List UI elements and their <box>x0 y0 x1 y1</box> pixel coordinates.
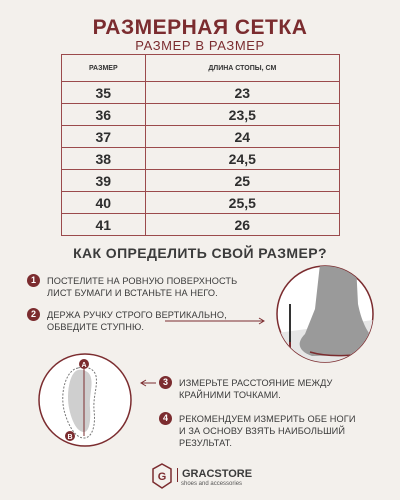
foot-length-cell: 25,5 <box>145 192 339 214</box>
step-4-text <box>179 413 356 449</box>
step-2-line-2: ОБВЕДИТЕ СТУПНЮ. <box>47 322 145 332</box>
size-cell: 40 <box>62 192 146 214</box>
step-1-line-1: ПОСТЕЛИТЕ НА РОВНУЮ ПОВЕРХНОСТЬ <box>47 276 238 286</box>
arrow-right-icon <box>163 315 273 327</box>
table-row <box>62 214 340 236</box>
table-row <box>62 192 340 214</box>
point-b-label: B <box>67 434 73 441</box>
step-number-2: 2 <box>27 308 40 321</box>
size-cell: 39 <box>62 170 146 192</box>
step-1-text <box>47 275 237 299</box>
foot-length-cell: 24,5 <box>145 148 339 170</box>
page-subtitle: РАЗМЕР В РАЗМЕР <box>135 38 265 53</box>
size-cell: 38 <box>62 148 146 170</box>
foot-length-cell: 24 <box>145 126 339 148</box>
size-cell: 35 <box>62 82 146 104</box>
table-row <box>62 82 340 104</box>
step-3-line-1: ИЗМЕРЬТЕ РАССТОЯНИЕ МЕЖДУ <box>179 378 333 388</box>
size-table <box>61 54 340 236</box>
arrow-left-icon <box>140 377 158 389</box>
table-row <box>62 170 340 192</box>
step-3-line-2: КРАЙНИМИ ТОЧКАМИ. <box>179 390 281 400</box>
step-3-text <box>179 377 333 401</box>
foot-outline-illustration <box>30 352 142 448</box>
step-4-line-2: И ЗА ОСНОВУ ВЗЯТЬ НАИБОЛЬШИЙ <box>179 426 346 436</box>
column-header-size: РАЗМЕР <box>62 55 146 82</box>
leg-tracing-illustration <box>270 264 380 364</box>
table-header-row <box>62 55 340 82</box>
brand-separator <box>177 468 178 482</box>
brand-name: GRACSTORE <box>182 468 253 480</box>
table-row <box>62 126 340 148</box>
size-cell: 37 <box>62 126 146 148</box>
size-cell: 41 <box>62 214 146 236</box>
step-number-4: 4 <box>159 412 172 425</box>
brand-emblem-letter: G <box>157 471 167 483</box>
brand-logo <box>151 462 271 494</box>
foot-length-cell: 25 <box>145 170 339 192</box>
step-2-line-1: ДЕРЖА РУЧКУ СТРОГО ВЕРТИКАЛЬНО, <box>47 310 227 320</box>
foot-length-cell: 26 <box>145 214 339 236</box>
size-cell: 36 <box>62 104 146 126</box>
foot-length-cell: 23 <box>145 82 339 104</box>
step-number-3: 3 <box>159 376 172 389</box>
table-row <box>62 104 340 126</box>
brand-emblem-icon <box>151 462 173 490</box>
how-to-heading: КАК ОПРЕДЕЛИТЬ СВОЙ РАЗМЕР? <box>73 245 327 261</box>
step-4-line-3: РЕЗУЛЬТАТ. <box>179 438 233 448</box>
foot-length-cell: 23,5 <box>145 104 339 126</box>
page-title: РАЗМЕРНАЯ СЕТКА <box>92 16 308 39</box>
point-a-label: A <box>81 362 87 369</box>
brand-tagline: shoes and accessories <box>181 481 243 487</box>
step-number-1: 1 <box>27 274 40 287</box>
column-header-foot-length: ДЛИНА СТОПЫ, СМ <box>145 55 339 82</box>
step-1-line-2: ЛИСТ БУМАГИ И ВСТАНЬТЕ НА НЕГО. <box>47 288 218 298</box>
table-row <box>62 148 340 170</box>
step-4-line-1: РЕКОМЕНДУЕМ ИЗМЕРИТЬ ОБЕ НОГИ <box>179 414 356 424</box>
